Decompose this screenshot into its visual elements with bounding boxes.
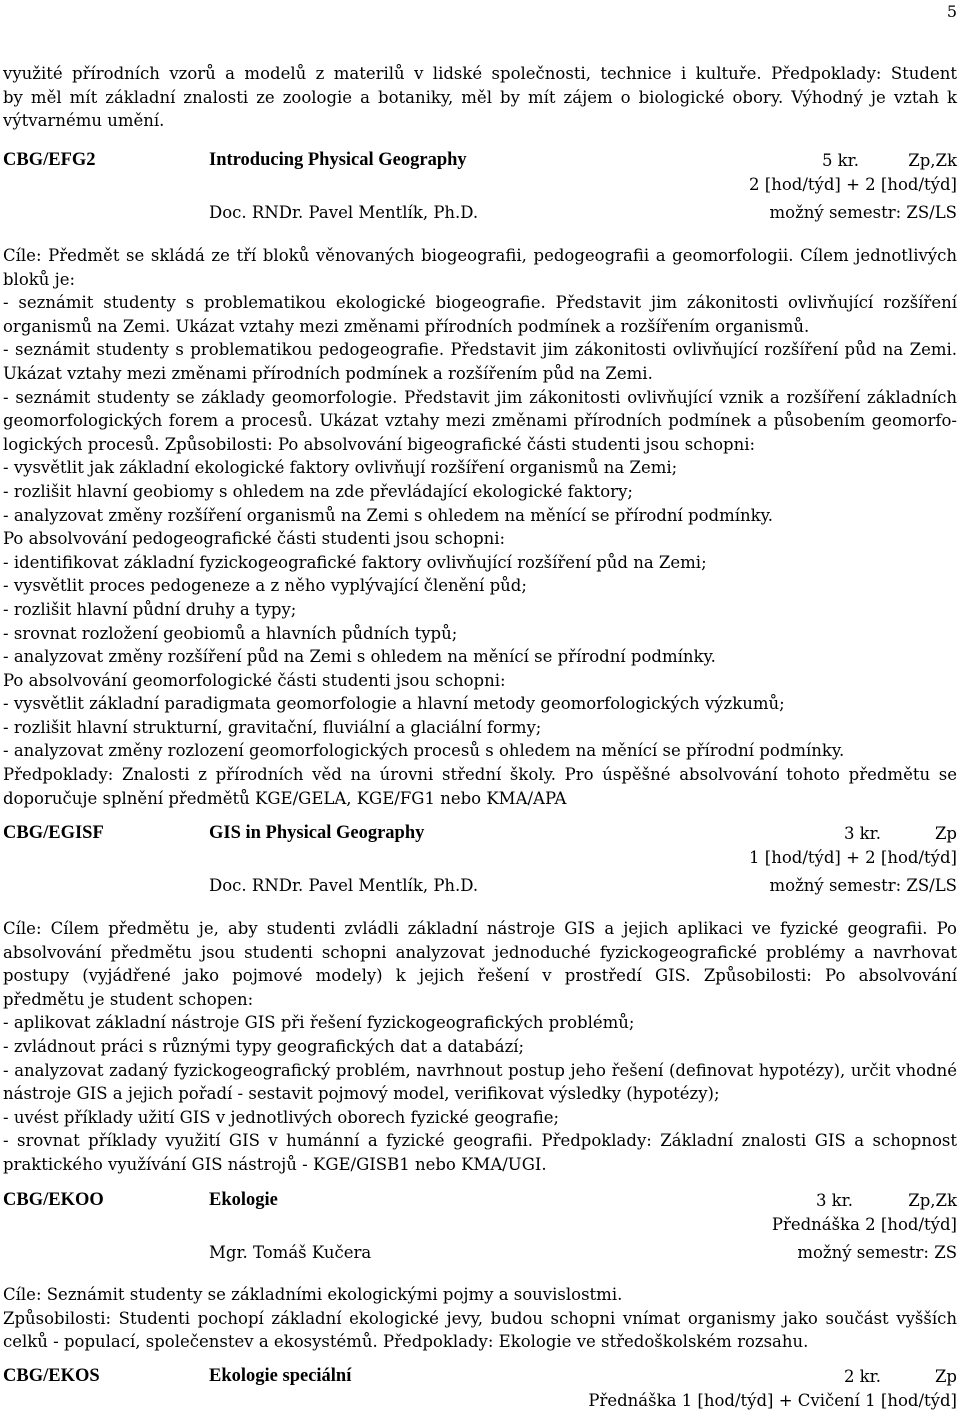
text-line: Způsobilosti: Studenti pochopí základní ekologické jevy, budou schopni vnímat organismy jako součást vyšších	[3, 1308, 957, 1328]
course-semester: možný semestr: ZS/LS	[769, 203, 957, 222]
course-header	[3, 149, 957, 173]
text-line: - seznámit studenty se základy geomorfologie. Představit jim zákonitosti ovlivňující vznik a rozšíření základních	[3, 387, 957, 407]
text-line: - identifikovat základní fyzickogeografické faktory ovlivňující rozšíření půd na Zemi;	[3, 552, 707, 572]
course-teacher-row	[3, 201, 957, 225]
text-line: - uvést příklady užití GIS v jednotlivých oborech fyzické geografie;	[3, 1107, 560, 1127]
text-line: předmětu je student schopen:	[3, 989, 254, 1009]
course-code: CBG/EGISF	[3, 823, 104, 843]
text-line: - rozlišit hlavní půdní druhy a typy;	[3, 599, 297, 619]
course-description	[3, 1283, 957, 1354]
course-hours-row	[3, 846, 957, 870]
course-semester: možný semestr: ZS/LS	[769, 876, 957, 895]
course-code: CBG/EFG2	[3, 150, 96, 170]
text-line: postupy (vyjádřené jako pojmové modely) k jejich řešení v prostředí GIS. Způsobilosti: Po absolvování	[3, 966, 957, 986]
course-teacher-row	[3, 1241, 957, 1265]
course-completion: Zp	[934, 824, 957, 843]
text-line: - aplikovat základní nástroje GIS při řešení fyzickogeografických problémů;	[3, 1013, 635, 1033]
text-line: výtvarnému umění.	[3, 111, 165, 131]
text-line: Cíle: Seznámit studenty se základními ekologickými pojmy a souvislostmi.	[3, 1285, 623, 1304]
text-line: organismů na Zemi. Ukázat vztahy mezi změnami přírodních podmínek a rozšířením organismů.	[3, 316, 810, 336]
text-line: - analyzovat změny rozlození geomorfologických procesů s ohledem na měnící se přírodní podmínky.	[3, 741, 845, 761]
text-line: - vysvětlit jak základní ekologické faktory ovlivňují rozšíření organismů na Zemi;	[3, 458, 678, 478]
course-title: Introducing Physical Geography	[209, 150, 467, 170]
text-line: praktického využívání GIS nástrojů - KGE/GISB1 nebo KMA/UGI.	[3, 1154, 547, 1174]
course-teacher: Doc. RNDr. Pavel Mentlík, Ph.D.	[209, 203, 479, 222]
course-hours-row	[3, 173, 957, 197]
text-line: by měl mít základní znalosti ze zoologie a botaniky, měl by mít zájem o biologické obory. Výhodný je vztah k	[3, 87, 957, 107]
text-line: Cíle: Předmět se skládá ze tří bloků věnovaných biogeografii, pedogeografii a geomorfologii. Cílem jednotlivých	[3, 246, 957, 265]
text-line: - srovnat příklady využití GIS v humánní a fyzické geografii. Předpoklady: Základní znalosti GIS a schopnost	[3, 1131, 957, 1151]
course-hours: 1 [hod/týd] + 2 [hod/týd]	[749, 848, 957, 867]
text-line: Po absolvování geomorfologické části studenti jsou schopni:	[3, 670, 506, 690]
course-title: GIS in Physical Geography	[209, 823, 425, 843]
intro-paragraph	[3, 62, 957, 133]
course-hours: Přednáška 2 [hod/týd]	[771, 1215, 957, 1234]
text-line: bloků je:	[3, 269, 76, 289]
text-line: - vysvětlit proces pedogeneze a z něho vyplývající členění půd;	[3, 576, 527, 596]
text-line: - analyzovat zadaný fyzickogeografický problém, navrhnout postup jeho řešení (definovat hypotézy), určit vhodné	[3, 1060, 957, 1080]
course-title: Ekologie speciální	[209, 1366, 352, 1386]
course-header	[3, 1365, 957, 1389]
text-line: - seznámit studenty s problematikou pedogeografie. Představit jim zákonitosti ovlivňující rozšíření půd na Zemi.	[3, 340, 957, 360]
course-completion: Zp,Zk	[908, 1191, 957, 1210]
course-semester: možný semestr: ZS	[797, 1243, 957, 1262]
course-completion: Zp	[934, 1367, 957, 1386]
text-line: - analyzovat změny rozšíření organismů na Zemi s ohledem na měnící se přírodní podmínky.	[3, 505, 773, 525]
text-line: Předpoklady: Znalosti z přírodních věd na úrovni střední školy. Pro úspěšné absolvování tohoto předmětu se	[3, 765, 957, 785]
text-line: logických procesů. Způsobilosti: Po absolvování bigeografické části studenti jsou schopni:	[3, 434, 756, 454]
text-line: nástroje GIS a jejich pořadí - sestavit pojmový model, verifikovat výsledky (hypotézy);	[3, 1084, 720, 1104]
course-title: Ekologie	[209, 1190, 278, 1210]
text-line: - rozlišit hlavní strukturní, gravitační, fluviální a glaciální formy;	[3, 717, 542, 737]
text-line: využité přírodních vzorů a modelů z materilů v lidské společnosti, technice i kultuře. Předpoklady: Student	[3, 64, 957, 83]
text-line: celků - populací, společenstev a ekosystémů. Předpoklady: Ekologie ve středoškolském rozsahu.	[3, 1332, 809, 1352]
course-header	[3, 822, 957, 846]
course-hours: Přednáška 1 [hod/týd] + Cvičení 1 [hod/týd]	[588, 1391, 957, 1410]
text-line: Po absolvování pedogeografické části studenti jsou schopni:	[3, 529, 506, 549]
course-teacher-row	[3, 874, 957, 898]
course-credits: 2 kr.	[843, 1367, 881, 1386]
text-line: - seznámit studenty s problematikou ekologické biogeografie. Představit jim zákonitosti ovlivňující rozšíření	[3, 293, 957, 313]
course-code: CBG/EKOO	[3, 1190, 104, 1210]
course-completion: Zp,Zk	[908, 151, 957, 170]
course-teacher: Mgr. Tomáš Kučera	[209, 1243, 372, 1262]
course-hours-row	[3, 1389, 957, 1413]
text-line: absolvování předmětu jsou studenti schopni analyzovat jednoduché fyzickogeografické problémy a navrhovat	[3, 942, 957, 962]
text-line: Ukázat vztahy mezi změnami přírodních podmínek a rozšířením půd na Zemi.	[3, 363, 653, 383]
page-number: 5	[946, 2, 957, 21]
course-teacher: Doc. RNDr. Pavel Mentlík, Ph.D.	[209, 876, 479, 895]
text-line: geomorfologických forem a procesů. Ukázat vztahy mezi změnami přírodních podmínek a působením geomorfo-	[3, 411, 957, 431]
text-line: - zvládnout práci s různými typy geografických dat a databází;	[3, 1036, 525, 1056]
course-header	[3, 1189, 957, 1213]
course-credits: 5 kr.	[821, 151, 859, 170]
text-line: - rozlišit hlavní geobiomy s ohledem na zde převládající ekologické faktory;	[3, 481, 633, 501]
course-code: CBG/EKOS	[3, 1366, 100, 1386]
course-credits: 3 kr.	[843, 824, 881, 843]
text-line: - srovnat rozložení geobiomů a hlavních půdních typů;	[3, 623, 458, 643]
text-line: - vysvětlit základní paradigmata geomorfologie a hlavní metody geomorfologických výzkumů;	[3, 694, 785, 714]
course-description	[3, 917, 957, 1177]
course-credits: 3 kr.	[815, 1191, 853, 1210]
text-line: doporučuje splnění předmětů KGE/GELA, KGE/FG1 nebo KMA/APA	[3, 788, 567, 808]
course-hours: 2 [hod/týd] + 2 [hod/týd]	[749, 175, 957, 194]
text-line: Cíle: Cílem předmětu je, aby studenti zvládli základní nástroje GIS a jejich aplikaci ve fyzické geografii. Po	[3, 919, 957, 938]
course-hours-row	[3, 1213, 957, 1237]
text-line: - analyzovat změny rozšíření půd na Zemi s ohledem na měnící se přírodní podmínky.	[3, 647, 716, 667]
course-description	[3, 244, 957, 810]
